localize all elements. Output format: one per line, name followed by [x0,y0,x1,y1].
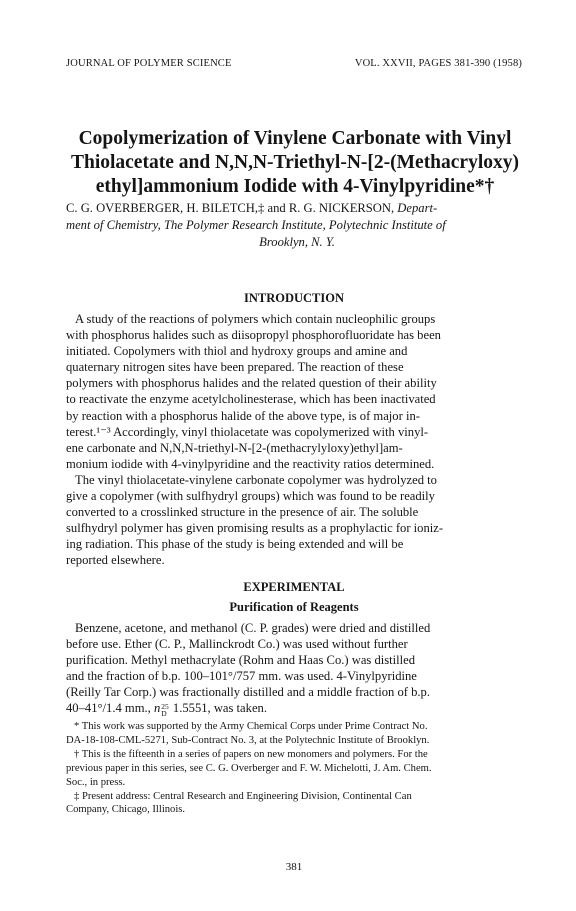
text-line: Benzene, acetone, and methanol (C. P. grades) were dried and distilled [75,621,431,635]
footnotes [66,720,528,817]
footnote-line: Soc., in press. [66,776,126,788]
title-line: Thiolacetate and N,N,N-Triethyl-N-[2-(Methacryloxy) [70,152,520,173]
text-line: with phosphorus halides such as diisopropyl phosphorofluoridate has been [66,328,441,343]
text-line: ing radiation. This phase of the study is being extended and will be [66,537,404,552]
author-affiliation: ment of Chemistry, The Polymer Research Institute, Polytechnic Institute of [66,218,446,232]
footnote-line: * This work was supported by the Army Chemical Corps under Prime Contract No. [74,721,428,732]
text-line: A study of the reactions of polymers which contain nucleophilic groups [75,312,436,326]
text-line: sulfhydryl polymer has given promising results as a prophylactic for ioniz- [66,521,444,536]
experimental-heading: EXPERIMENTAL [243,580,345,594]
text-line: before use. Ether (C. P., Mallinckrodt Co.) was used without further [66,637,408,652]
page-number: 381 [285,861,303,873]
text-line: give a copolymer (with sulfhydryl groups) which was found to be readily [66,489,435,504]
title-line: ethyl]ammonium Iodide with 4-Vinylpyridine*† [95,176,495,197]
volume-pages: VOL. XXVII, PAGES 381-390 (1958) [354,58,522,69]
author-affiliation: Brooklyn, N. Y. [259,235,335,249]
article-title [60,127,530,199]
footnote-line: Company, Chicago, Illinois. [66,804,186,816]
author-names: C. G. OVERBERGER, H. BILETCH,‡ and R. G. NICKERSON, [66,201,395,215]
footnote-line: previous paper in this series, see C. G. Overberger and F. W. Michelotti, J. Am. Chem. [66,762,432,774]
text-line: purification. Methyl methacrylate (Rohm and Haas Co.) was distilled [66,653,416,668]
text-line: The vinyl thiolacetate-vinylene carbonate copolymer was hydrolyzed to [75,472,437,487]
text-line: 40–41°/1.4 mm., n 25 D 1.5551, was taken. [66,701,267,718]
text-line: reported elsewhere. [66,553,165,568]
author-line [66,200,528,217]
purification-subheading: Purification of Reagents [229,600,359,614]
text-line: ene carbonate and N,N,N-triethyl-N-[2-(methacrylyloxy)ethyl]am- [66,440,403,455]
text-line: by reaction with a phosphorus halide of the above type, is of major in- [66,408,420,423]
introduction-heading: INTRODUCTION [243,291,344,305]
author-block [66,200,528,251]
journal-name: JOURNAL OF POLYMER SCIENCE [66,58,232,69]
text-line: monium iodide with 4-vinylpyridine and the reactivity ratios determined. [66,456,435,471]
text-line: (Reilly Tar Corp.) was fractionally distilled and a middle fraction of b.p. [66,685,431,700]
author-affiliation: Depart- [397,201,438,215]
text-line: polymers with phosphorus halides and the related question of their ability [66,376,437,391]
footnote-line: † This is the fifteenth in a series of papers on new monomers and polymers. For the [74,748,428,760]
text-line: terest.¹⁻³ Accordingly, vinyl thiolacetate was copolymerized with vinyl- [66,424,429,439]
text-line: to reactivate the enzyme acetylcholinesterase, which has been inactivated [66,392,436,407]
introduction-paragraph [66,311,528,569]
text-line: and the fraction of b.p. 100–101°/757 mm. was used. 4-Vinylpyridine [66,669,417,684]
footnote-line: ‡ Present address: Central Research and Engineering Division, Continental Can [74,790,412,802]
footnote-line: DA-18-108-CML-5271, Sub-Contract No. 3, at the Polytechnic Institute of Brooklyn. [66,734,430,746]
experimental-paragraph [66,620,528,717]
text-line: quaternary nitrogen sites have been prepared. The reaction of these [66,360,404,375]
title-line: Copolymerization of Vinylene Carbonate with Vinyl [78,128,512,149]
text-line: converted to a crosslinked structure in the presence of air. The soluble [66,505,419,520]
text-line: initiated. Copolymers with thiol and hydroxy groups and amine and [66,344,408,359]
